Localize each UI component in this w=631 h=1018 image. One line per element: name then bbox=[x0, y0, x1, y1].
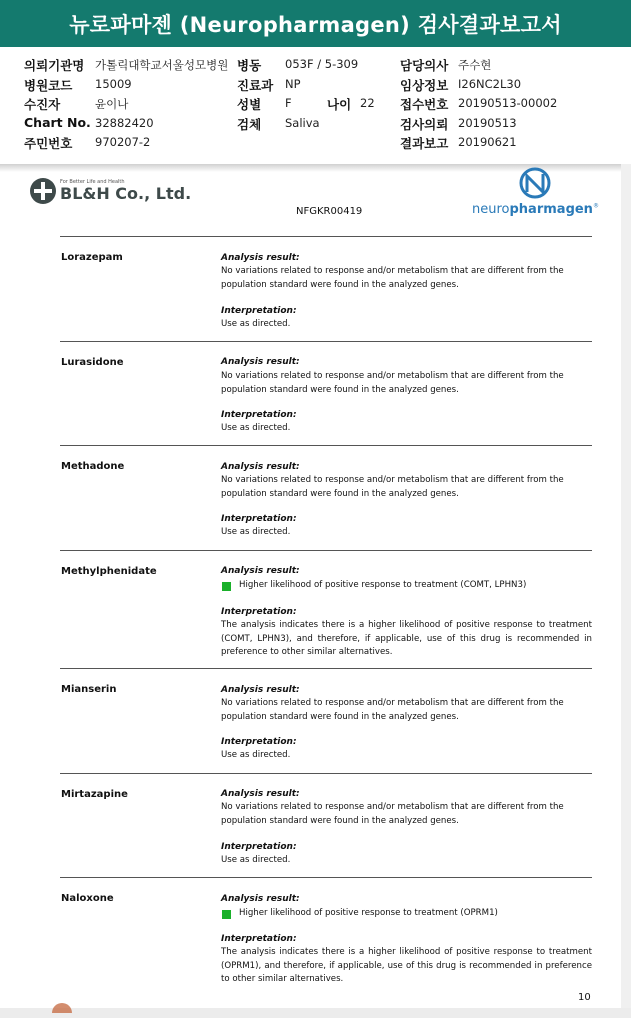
interpretation-mirtazapine: Use as directed. bbox=[221, 855, 291, 865]
value-resident-number: 970207-2 bbox=[95, 135, 151, 149]
interpretation-label: Interpretation: bbox=[221, 514, 297, 524]
label-request-date: 검사의뢰 bbox=[400, 117, 449, 132]
interpretation-naloxone: The analysis indicates there is a higher likelihood of positive response to treatment (OPRM1), and therefore, if applicable, use of this drug is recommended in preference to other similar alternatives. bbox=[221, 947, 592, 984]
analysis-result-methylphenidate: Higher likelihood of positive response to treatment (COMT, LPHN3) bbox=[239, 580, 527, 590]
label-report-date: 결과보고 bbox=[400, 136, 449, 151]
section-divider bbox=[60, 877, 592, 878]
label-doctor: 담당의사 bbox=[400, 58, 449, 73]
interpretation-lurasidone: Use as directed. bbox=[221, 423, 291, 433]
value-department: NP bbox=[285, 77, 301, 91]
analysis-result-label: Analysis result: bbox=[221, 253, 300, 263]
section-divider bbox=[60, 341, 592, 342]
section-divider bbox=[60, 445, 592, 446]
section-divider bbox=[60, 236, 592, 237]
value-hospital-code: 15009 bbox=[95, 77, 132, 91]
value-sex: F bbox=[285, 96, 292, 110]
neuropharmagen-n-icon bbox=[512, 166, 558, 200]
positive-response-square-icon bbox=[222, 582, 231, 591]
section-divider bbox=[60, 550, 592, 551]
neuropharmagen-logo bbox=[472, 166, 602, 220]
value-age: 22 bbox=[360, 96, 375, 110]
label-department: 진료과 bbox=[237, 78, 274, 93]
analysis-result-naloxone: Higher likelihood of positive response to treatment (OPRM1) bbox=[239, 908, 498, 918]
analysis-result-label: Analysis result: bbox=[221, 685, 300, 695]
value-patient: 윤이나 bbox=[95, 97, 129, 111]
drug-name-lorazepam: Lorazepam bbox=[61, 252, 123, 263]
value-report-date: 20190621 bbox=[458, 135, 517, 149]
label-sex: 성별 bbox=[237, 97, 262, 112]
interpretation-label: Interpretation: bbox=[221, 842, 297, 852]
analysis-result-label: Analysis result: bbox=[221, 894, 300, 904]
interpretation-lorazepam: Use as directed. bbox=[221, 319, 291, 329]
horizontal-scrollbar[interactable] bbox=[0, 1008, 631, 1018]
drug-name-lurasidone: Lurasidone bbox=[61, 357, 124, 368]
interpretation-label: Interpretation: bbox=[221, 410, 297, 420]
blh-logo-name: BL&H Co., Ltd. bbox=[60, 184, 192, 203]
label-patient: 수진자 bbox=[24, 97, 61, 112]
label-ward: 병동 bbox=[237, 58, 262, 73]
value-specimen: Saliva bbox=[285, 116, 320, 130]
label-specimen: 검체 bbox=[237, 117, 262, 132]
value-institution: 가톨릭대학교서울성모병원 bbox=[95, 58, 229, 72]
section-divider bbox=[60, 773, 592, 774]
analysis-result-methadone: No variations related to response and/or metabolism that are different from the population standard were found in the analyzed genes. bbox=[221, 475, 564, 499]
positive-response-square-icon bbox=[222, 910, 231, 919]
analysis-result-lurasidone: No variations related to response and/or metabolism that are different from the population standard were found in the analyzed genes. bbox=[221, 371, 564, 395]
label-institution: 의뢰기관명 bbox=[24, 58, 85, 73]
analysis-result-label: Analysis result: bbox=[221, 566, 300, 576]
blh-logo bbox=[30, 178, 192, 212]
document-code: NFGKR00419 bbox=[296, 206, 363, 217]
drug-name-mianserin: Mianserin bbox=[61, 684, 117, 695]
page-number: 10 bbox=[578, 992, 591, 1003]
analysis-result-mianserin: No variations related to response and/or metabolism that are different from the population standard were found in the analyzed genes. bbox=[221, 698, 564, 722]
report-title: 뉴로파마젠 (Neuropharmagen) 검사결과보고서 bbox=[0, 0, 631, 47]
value-ward: 053F / 5-309 bbox=[285, 57, 359, 71]
analysis-result-label: Analysis result: bbox=[221, 789, 300, 799]
label-chart-no: Chart No. bbox=[24, 115, 91, 130]
vertical-scrollbar[interactable] bbox=[621, 164, 631, 1008]
blh-logo-tagline: For Better Life and Health bbox=[60, 179, 125, 185]
value-doctor: 주수현 bbox=[458, 58, 492, 72]
interpretation-mianserin: Use as directed. bbox=[221, 750, 291, 760]
label-resident-number: 주민번호 bbox=[24, 136, 73, 151]
analysis-result-mirtazapine: No variations related to response and/or metabolism that are different from the population standard were found in the analyzed genes. bbox=[221, 802, 564, 826]
neuropharmagen-logo-prefix: neuro bbox=[472, 202, 510, 217]
drug-name-methylphenidate: Methylphenidate bbox=[61, 566, 157, 577]
value-chart-no: 32882420 bbox=[95, 116, 154, 130]
interpretation-methylphenidate: The analysis indicates there is a higher likelihood of positive response to treatment (COMT, LPHN3), and therefore, if applicable, use of this drug is recommended in preference to other similar alternatives. bbox=[221, 620, 592, 657]
drug-name-naloxone: Naloxone bbox=[61, 893, 114, 904]
analysis-result-label: Analysis result: bbox=[221, 462, 300, 472]
analysis-result-lorazepam: No variations related to response and/or metabolism that are different from the population standard were found in the analyzed genes. bbox=[221, 266, 564, 290]
label-receipt-number: 접수번호 bbox=[400, 97, 449, 112]
label-clinical-info: 임상정보 bbox=[400, 78, 449, 93]
value-clinical-info: I26NC2L30 bbox=[458, 77, 522, 91]
value-receipt-number: 20190513-00002 bbox=[458, 96, 558, 110]
interpretation-methadone: Use as directed. bbox=[221, 527, 291, 537]
section-divider bbox=[60, 668, 592, 669]
drug-name-mirtazapine: Mirtazapine bbox=[61, 789, 128, 800]
analysis-result-label: Analysis result: bbox=[221, 357, 300, 367]
patient-info-panel bbox=[0, 50, 631, 164]
report-page[interactable] bbox=[0, 172, 621, 1008]
label-hospital-code: 병원코드 bbox=[24, 78, 73, 93]
registered-mark: ® bbox=[592, 202, 599, 210]
interpretation-label: Interpretation: bbox=[221, 607, 297, 617]
interpretation-label: Interpretation: bbox=[221, 737, 297, 747]
neuropharmagen-logo-suffix: pharmagen bbox=[509, 202, 593, 217]
value-request-date: 20190513 bbox=[458, 116, 517, 130]
cross-logo-icon bbox=[30, 178, 56, 204]
interpretation-label: Interpretation: bbox=[221, 934, 297, 944]
label-age: 나이 bbox=[327, 97, 352, 112]
drug-name-methadone: Methadone bbox=[61, 461, 125, 472]
interpretation-label: Interpretation: bbox=[221, 306, 297, 316]
